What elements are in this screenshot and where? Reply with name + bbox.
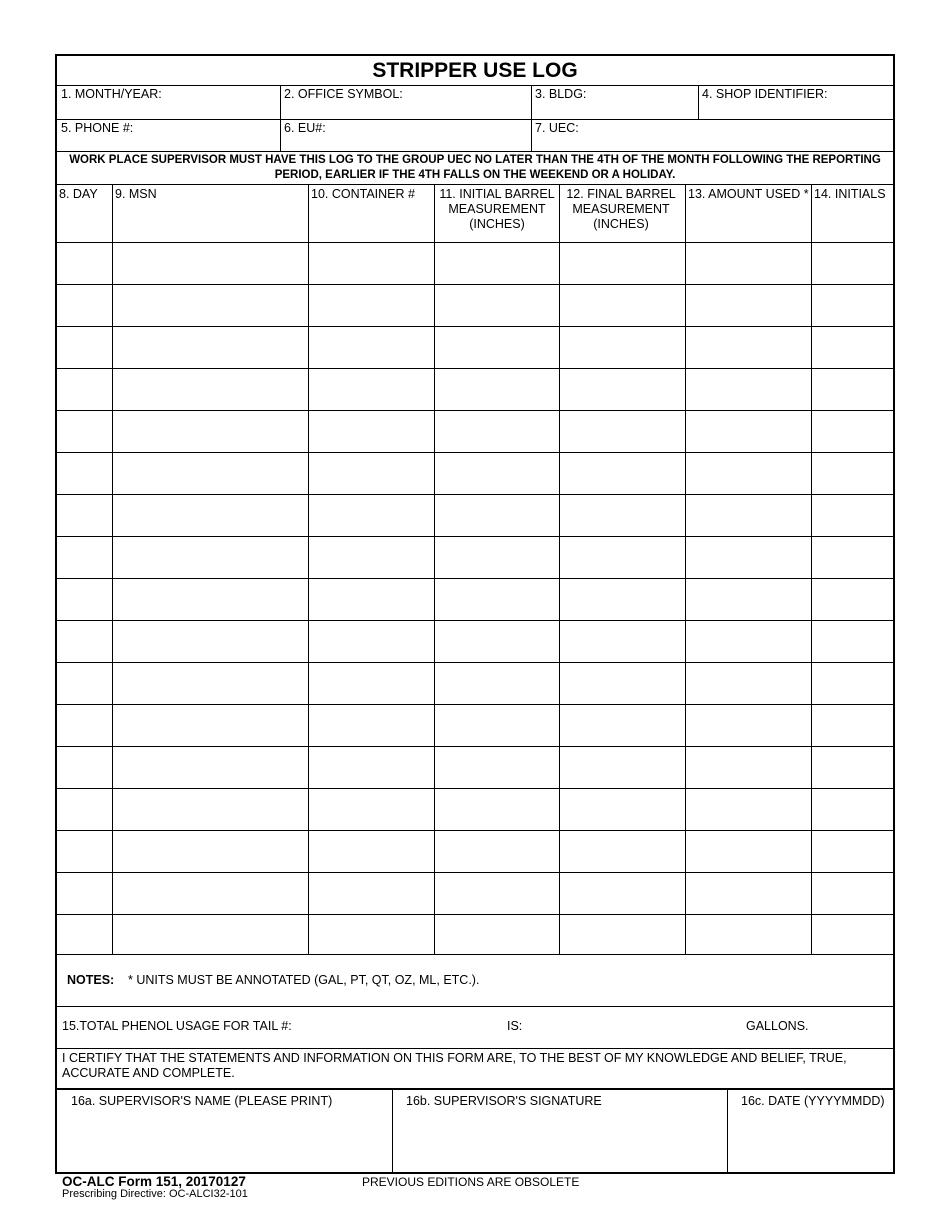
col-divider <box>112 184 113 954</box>
office-symbol-field[interactable]: 2. OFFICE SYMBOL: <box>284 87 403 101</box>
table-row <box>57 620 893 621</box>
divider <box>727 1089 728 1174</box>
divider <box>57 184 893 185</box>
month-year-field[interactable]: 1. MONTH/YEAR: <box>61 87 162 101</box>
table-row <box>57 746 893 747</box>
bldg-field[interactable]: 3. BLDG: <box>535 87 587 101</box>
table-row <box>57 578 893 579</box>
stripper-use-log-form <box>55 54 895 1174</box>
form-id: OC-ALC Form 151, 20170127 <box>62 1174 246 1189</box>
col-divider <box>434 184 435 954</box>
table-row <box>57 536 893 537</box>
col-divider <box>308 184 309 954</box>
eu-field[interactable]: 6. EU#: <box>284 121 326 135</box>
table-row <box>57 410 893 411</box>
date-field[interactable]: 16c. DATE (YYYYMMDD) <box>741 1094 885 1108</box>
certification-statement: I CERTIFY THAT THE STATEMENTS AND INFORMATION ON THIS FORM ARE, TO THE BEST OF MY KNOWLEDGE AND BELIEF, TRUE, ACCURATE AND COMPLETE. <box>62 1051 847 1080</box>
divider <box>57 242 893 243</box>
divider <box>698 85 699 119</box>
table-row <box>57 662 893 663</box>
table-bottom <box>57 954 893 955</box>
obsolete-notice: PREVIOUS EDITIONS ARE OBSOLETE <box>362 1175 580 1189</box>
shop-identifier-field[interactable]: 4. SHOP IDENTIFIER: <box>702 87 828 101</box>
col-divider <box>811 184 812 954</box>
is-label: IS: <box>507 1019 523 1033</box>
divider <box>57 1088 893 1090</box>
table-row <box>57 284 893 285</box>
total-phenol-field[interactable]: 15.TOTAL PHENOL USAGE FOR TAIL #: <box>62 1019 292 1033</box>
table-row <box>57 494 893 495</box>
col-initials-header: 14. INITIALS <box>814 187 886 201</box>
table-row <box>57 452 893 453</box>
table-row <box>57 704 893 705</box>
prescribing-directive: Prescribing Directive: OC-ALCI32-101 <box>62 1188 248 1200</box>
table-row <box>57 368 893 369</box>
divider <box>57 119 893 120</box>
gallons-label: GALLONS. <box>746 1019 809 1033</box>
table-row <box>57 872 893 873</box>
table-row <box>57 830 893 831</box>
col-divider <box>685 184 686 954</box>
supervisor-name-field[interactable]: 16a. SUPERVISOR'S NAME (PLEASE PRINT) <box>71 1094 333 1108</box>
table-row <box>57 326 893 327</box>
notes-text: * UNITS MUST BE ANNOTATED (GAL, PT, QT, OZ, ML, ETC.). <box>128 973 480 987</box>
divider <box>57 85 893 86</box>
divider <box>57 1006 893 1007</box>
notes-label: NOTES: <box>67 973 115 987</box>
form-title: STRIPPER USE LOG <box>372 59 578 82</box>
phone-field[interactable]: 5. PHONE #: <box>61 121 134 135</box>
supervisor-notice: WORK PLACE SUPERVISOR MUST HAVE THIS LOG TO THE GROUP UEC NO LATER THAN THE 4TH OF THE MONTH FOLLOWING THE REPORTING PERIOD, EARLIER IF THE 4TH FALLS ON THE WEEKEND OR A HOLIDAY. <box>69 154 881 181</box>
uec-field[interactable]: 7. UEC: <box>535 121 579 135</box>
col-day-header: 8. DAY <box>59 187 98 201</box>
col-divider <box>559 184 560 954</box>
divider <box>280 85 281 151</box>
table-row <box>57 914 893 915</box>
table-row <box>57 788 893 789</box>
divider <box>531 85 532 151</box>
col-amount-used-header: 13. AMOUNT USED * <box>688 187 809 201</box>
col-final-barrel-header: 12. FINAL BARREL MEASUREMENT (INCHES) <box>566 187 676 231</box>
divider <box>57 1048 893 1049</box>
divider <box>392 1089 393 1174</box>
col-initial-barrel-header: 11. INITIAL BARREL MEASUREMENT (INCHES) <box>439 187 555 231</box>
col-container-header: 10. CONTAINER # <box>311 187 415 201</box>
col-msn-header: 9. MSN <box>115 187 157 201</box>
supervisor-signature-field[interactable]: 16b. SUPERVISOR'S SIGNATURE <box>406 1094 602 1108</box>
divider <box>57 151 893 152</box>
